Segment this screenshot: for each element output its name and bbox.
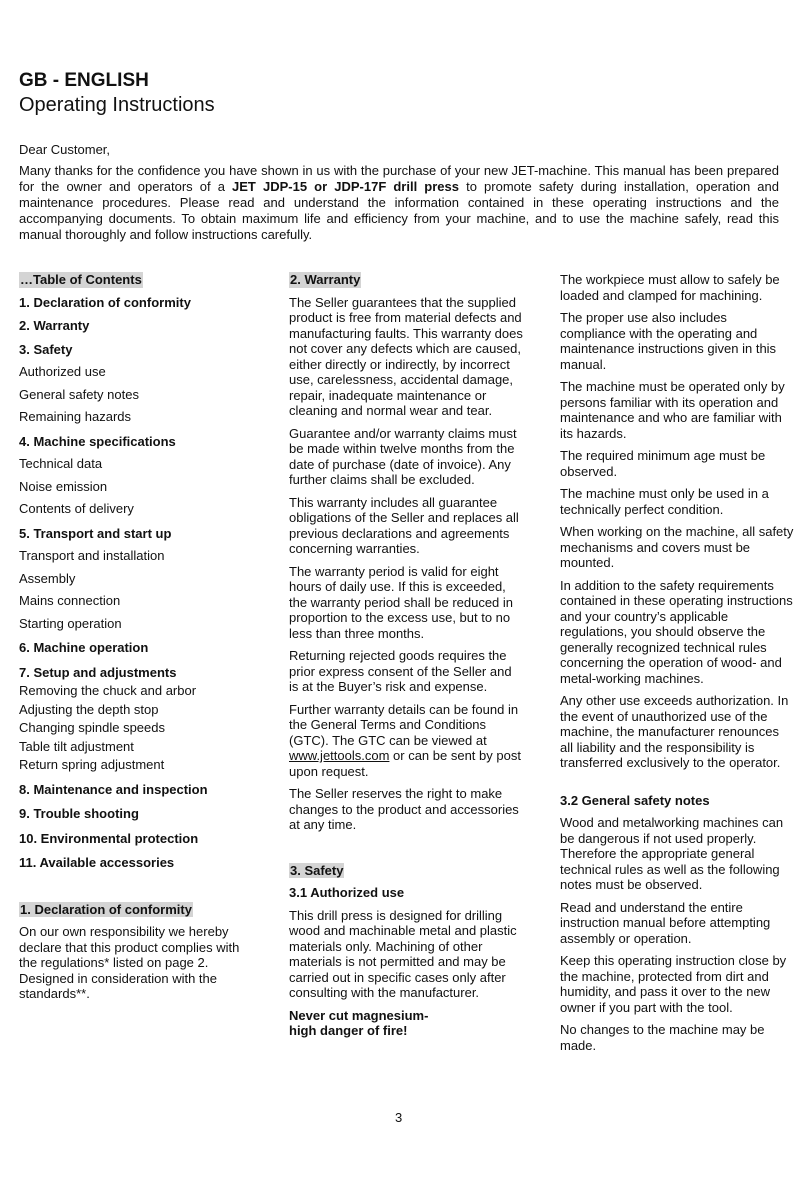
toc-subentry: Starting operation — [19, 615, 122, 631]
toc-entry-11: 11. Available accessories — [19, 855, 175, 870]
greeting: Dear Customer, — [19, 142, 111, 157]
intro-product-name: JET JDP-15 or JDP-17F drill press — [232, 179, 459, 194]
toc-subentry: Noise emission — [19, 478, 108, 494]
toc-subentry: Assembly — [19, 570, 76, 586]
toc-subentry: General safety notes — [19, 386, 139, 402]
toc-entry-6: 6. Machine operation — [19, 640, 149, 655]
safety-paragraph: In addition to the safety requirements contained in these operating instructions and your country’s applicable regulations, you should observe the generally recognized technical rules concerning the operation of wood- and metal-working machines. — [560, 577, 793, 686]
safety-paragraph: The machine must only be used in a technically perfect condition. — [560, 486, 769, 517]
toc-entry-7: 7. Setup and adjustments — [19, 664, 177, 680]
toc-group-4 — [19, 434, 264, 517]
warranty-paragraph: The Seller guarantees that the supplied product is free from material defects and manufacturing faults. This warranty does not cover any defects which are caused, either directly or indirectly, by incorrect use, carelessness, accidental damage, repair, inadequate maintenance or cleaning and normal wear and tear. — [289, 294, 523, 418]
warranty-paragraph: Guarantee and/or warranty claims must be made within twelve months from the date of purchase (date of invoice). Any further claims shall be excluded. — [289, 425, 517, 487]
safety-paragraph: The required minimum age must be observed. — [560, 448, 766, 479]
safety-paragraph: The machine must be operated only by persons familiar with its operation and maintenance and who are familiar with its hazards. — [560, 379, 785, 441]
toc-subentry: Transport and installation — [19, 548, 165, 563]
toc-entry-1: 1. Declaration of conformity — [19, 294, 191, 310]
general-safety-paragraph: No changes to the machine may be made. — [560, 1022, 765, 1053]
toc-subentry: Contents of delivery — [19, 501, 134, 516]
warranty-paragraph: The warranty period is valid for eight hours of daily use. If this is exceeded, the warranty period shall be reduced in proportion to the excess use, but to no less than three months. — [289, 563, 514, 641]
toc-title: …Table of Contents — [20, 272, 142, 287]
declaration-heading: 1. Declaration of conformity — [20, 901, 192, 917]
safety-paragraph: The workpiece must allow to safely be loaded and clamped for machining. — [560, 272, 780, 303]
declaration-text: On our own responsibility we hereby declare that this product complies with the regulations* listed on page 2. Designed in consideration with the standards**. — [19, 924, 240, 1001]
toc-subentry: Return spring adjustment — [19, 757, 165, 772]
toc-entry-4: 4. Machine specifications — [19, 433, 176, 449]
warranty-paragraph: The Seller reserves the right to make changes to the product and accessories at any time. — [289, 786, 519, 832]
warranty-paragraph: This warranty includes all guarantee obligations of the Seller and replaces all previous declarations and agreements concerning warranties. — [289, 494, 519, 556]
warranty-gtc-text: Further warranty details can be found in the General Terms and Conditions (GTC). The GTC can be viewed at — [289, 701, 519, 748]
toc-entry-9: 9. Trouble shooting — [19, 806, 139, 821]
intro-paragraph — [19, 163, 779, 243]
column-left — [19, 272, 264, 1009]
safety-paragraph: Any other use exceeds authorization. In the event of unauthorized use of the machine, the manufacturer renounces all liability and the responsibility is transferred exclusively to the operator. — [560, 693, 789, 770]
safety-heading: 3. Safety — [290, 862, 344, 878]
magnesium-warning-line2: high danger of fire! — [289, 1023, 408, 1038]
toc-entry-2: 2. Warranty — [19, 318, 90, 333]
intro-text-1: Many thanks for the confidence you have shown in us with the purchase of your new JET-machine. This manual has been prepared for the owner and operators of a — [19, 163, 779, 194]
general-safety-paragraph: Read and understand the entire instruction manual before attempting assembly or operation. — [560, 899, 771, 946]
toc-subentry: Authorized use — [19, 364, 106, 379]
warranty-paragraph — [289, 702, 524, 780]
document-title: Operating Instructions — [19, 94, 215, 116]
page-number: 3 — [395, 1110, 403, 1125]
toc-subentry: Remaining hazards — [19, 409, 132, 424]
safety-paragraph: When working on the machine, all safety mechanisms and covers must be mounted. — [560, 524, 794, 570]
toc-group-3 — [19, 342, 264, 425]
warranty-paragraph: Returning rejected goods requires the prior express consent of the Seller and is at the Buyer’s risk and expense. — [289, 648, 512, 694]
safety-paragraph: The proper use also includes compliance with the operating and maintenance instructions given in this manual. — [560, 310, 777, 372]
authorized-use-text: This drill press is designed for drilling wood and machinable metal and plastic materials only. Machining of other materials is not permitted and may be carried out in specific cases only after consulting with the manufacturer. — [289, 907, 517, 1000]
toc-group-5 — [19, 526, 264, 632]
toc-subentry: Mains connection — [19, 593, 121, 608]
toc-group-7 — [19, 665, 264, 773]
general-safety-paragraph: Keep this operating instruction close by the machine, protected from dirt and humidity, and pass it over to the new owner if you part with the tool. — [560, 953, 787, 1015]
intro-text-2: to promote safety during installation, operation and maintenance procedures. Please read and understand the information contained in these operating instructions and the accompanying documents. To obtain maximum life and efficiency from your machine, and to use the machine safely, read this manual thoroughly and follow instructions carefully. — [19, 179, 779, 242]
toc-subentry: Table tilt adjustment — [19, 738, 134, 754]
toc-subentry: Removing the chuck and arbor — [19, 683, 197, 698]
authorized-use-heading: 3.1 Authorized use — [289, 885, 405, 900]
toc-entry-8: 8. Maintenance and inspection — [19, 781, 208, 797]
toc-entry-3: 3. Safety — [19, 341, 73, 357]
toc-entry-10: 10. Environmental protection — [19, 830, 199, 846]
column-right — [560, 272, 795, 1060]
warranty-gtc-text-end: or can be sent by post upon request. — [289, 748, 521, 779]
column-middle — [289, 272, 524, 1039]
toc-subentry: Technical data — [19, 456, 103, 471]
general-safety-paragraph: Wood and metalworking machines can be dangerous if not used properly. Therefore the appropriate general technical rules as well as the following notes must be observed. — [560, 815, 784, 892]
jettools-link[interactable]: www.jettools.com — [289, 748, 390, 763]
toc-subentry: Changing spindle speeds — [19, 720, 165, 735]
toc-entry-5: 5. Transport and start up — [19, 525, 172, 541]
warranty-heading: 2. Warranty — [290, 272, 361, 287]
magnesium-warning-line1: Never cut magnesium- — [289, 1007, 429, 1023]
general-safety-heading: 3.2 General safety notes — [560, 792, 710, 808]
language-heading: GB - ENGLISH — [19, 70, 149, 91]
toc-subentry: Adjusting the depth stop — [19, 701, 159, 717]
